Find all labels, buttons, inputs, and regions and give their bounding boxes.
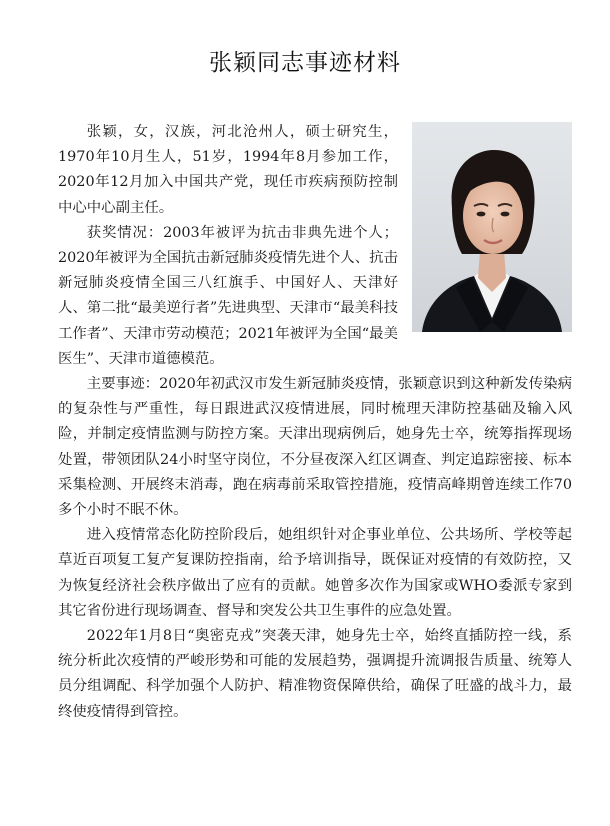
portrait-illustration bbox=[412, 122, 572, 332]
paragraph-omicron-response: 2022年1月8日“奥密克戎”突袭天津，她身先士卒，始终直插防控一线，系统分析此次疫情的严峻形势和可能的发展趋势，强调提升流调报告质量、统筹人员分组调配、科学加强个人防护、精准物资保障供给，确保了旺盛的战斗力，最终使疫情得到管控。 bbox=[58, 628, 572, 720]
portrait-photo bbox=[412, 122, 572, 332]
paragraph-profile: 张颖，女，汉族，河北沧州人，硕士研究生，1970年10月生人，51岁，1994年8月参加工作，2020年12月加入中国共产党，现任市疾病预防控制中心中心副主任。 bbox=[58, 124, 398, 216]
paragraph-main-deeds: 主要事迹：2020年初武汉市发生新冠肺炎疫情，张颖意识到这种新发传染病的复杂性与严重性，每日跟进武汉疫情进展，同时梳理天津防控基础及输入风险，并制定疫情监测与防控方案。天津出现病例后，她身先士卒，统筹指挥现场处置，带领团队24小时坚守岗位，不分昼夜深入红区调查、判定追踪密接、标本采集检测、开展终末消毒，跑在病毒前采取管控措施，疫情高峰期曾连续工作70多个小时不眠不休。 bbox=[58, 376, 572, 519]
paragraph-normalized-control: 进入疫情常态化防控阶段后，她组织针对企事业单位、公共场所、学校等起草近百项复工复产复课防控指南，给予培训指导，既保证对疫情的有效防控，又为恢复经济社会秩序做出了应有的贡献。她曾多次作为国家或WHO委派专家到其它省份进行现场调查、督导和突发公共卫生事件的应急处置。 bbox=[58, 527, 572, 619]
document-title: 张颖同志事迹材料 bbox=[209, 50, 401, 76]
paragraph-awards: 获奖情况：2003年被评为抗击非典先进个人；2020年被评为全国抗击新冠肺炎疫情先进个人、抗击新冠肺炎疫情全国三八红旗手、中国好人、天津好人、第二批“最美逆行者”先进典型、天津市“最美科技工作者”、天津市劳动模范；2021年被评为全国“最美医生”、天津市道德模范。 bbox=[58, 224, 398, 367]
document-body bbox=[58, 120, 572, 725]
